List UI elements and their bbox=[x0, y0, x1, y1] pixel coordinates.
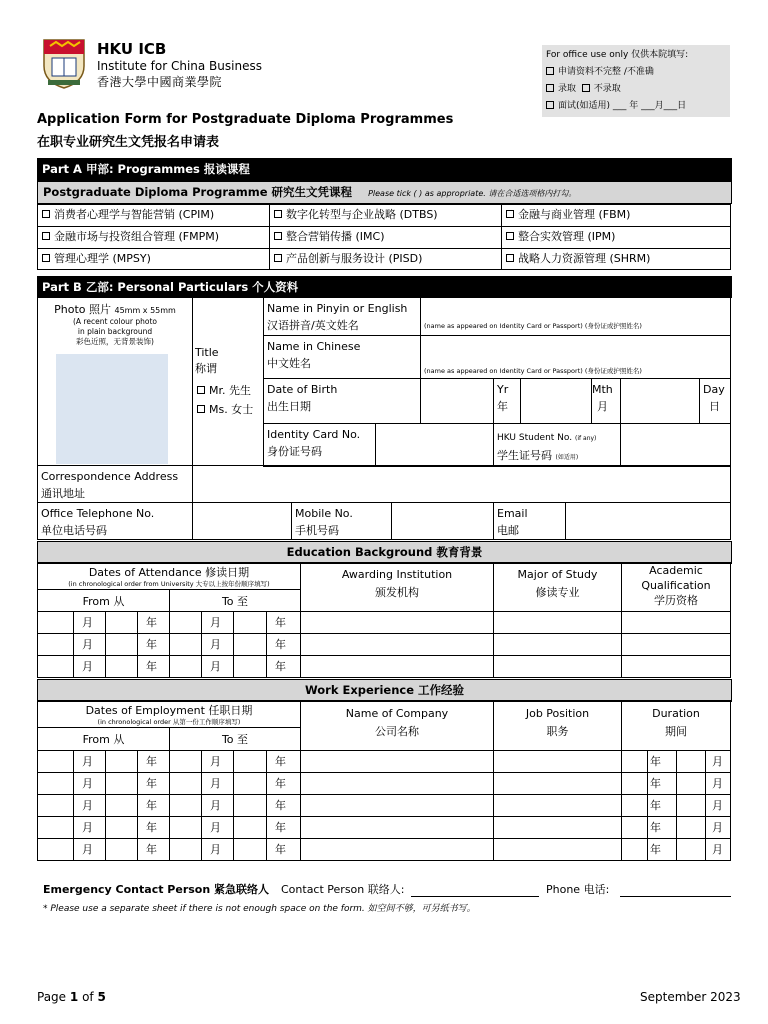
hku-crest-logo bbox=[40, 36, 88, 90]
dob-month-field[interactable] bbox=[520, 378, 592, 424]
dob-day-field[interactable] bbox=[620, 378, 700, 424]
edu-row-3-cell-3[interactable] bbox=[105, 655, 138, 678]
edu-row-3-cell-7[interactable] bbox=[233, 655, 267, 678]
programme-option-shrm[interactable]: 战略人力资源管理 (SHRM) bbox=[501, 248, 731, 270]
title-label: Title bbox=[195, 346, 219, 359]
dob-label-cell bbox=[263, 378, 421, 424]
edu-dates-label: Dates of Attendance 修读日期 bbox=[88, 566, 250, 579]
dob-yr-cell bbox=[493, 378, 521, 424]
work-row-5-cell-8: 年 bbox=[266, 838, 301, 861]
work-row-3-cell-7[interactable] bbox=[233, 794, 267, 817]
name-en-note: (name as appeared on Identity Card or Passport) (身份证或护照姓名) bbox=[424, 322, 642, 330]
form-title-zh: 在职专业研究生文凭报名申请表 bbox=[37, 135, 220, 150]
office-use-box bbox=[542, 45, 730, 117]
org-english-name: Institute for China Business bbox=[97, 59, 262, 73]
work-row-3-cell-14: 月 bbox=[705, 794, 731, 817]
hku-id-label-zh: 学生证号码 (如适用) bbox=[497, 449, 579, 462]
work-duration-label-zh: 期间 bbox=[665, 724, 687, 738]
work-row-3-cell-3[interactable] bbox=[105, 794, 138, 817]
address-field[interactable] bbox=[192, 465, 731, 503]
edu-row-2-cell-5[interactable] bbox=[169, 633, 202, 656]
work-dates-note: (in chronological order 从第一份工作顺序填写) bbox=[97, 718, 241, 726]
work-row-2-cell-14: 月 bbox=[705, 772, 731, 795]
mth-label: Mth bbox=[592, 383, 613, 396]
work-row-2-cell-10[interactable] bbox=[493, 772, 622, 795]
edu-qual-label-zh: 学历资格 bbox=[654, 593, 698, 607]
work-row-2-cell-8: 年 bbox=[266, 772, 301, 795]
work-row-4-cell-8: 年 bbox=[266, 816, 301, 839]
work-row-3-cell-10[interactable] bbox=[493, 794, 622, 817]
edu-to-header: To 至 bbox=[169, 589, 301, 612]
work-row-5-cell-2: 月 bbox=[73, 838, 106, 861]
work-position-header bbox=[493, 700, 622, 751]
work-row-5-cell-9[interactable] bbox=[300, 838, 494, 861]
work-row-1-cell-7[interactable] bbox=[233, 750, 267, 773]
work-row-5-cell-5[interactable] bbox=[169, 838, 202, 861]
work-row-4-cell-7[interactable] bbox=[233, 816, 267, 839]
edu-row-2-cell-10[interactable] bbox=[493, 633, 622, 656]
work-row-3-cell-11[interactable] bbox=[621, 794, 648, 817]
work-to-header: To 至 bbox=[169, 727, 301, 751]
edu-row-3-cell-9[interactable] bbox=[300, 655, 494, 678]
edu-qual-header bbox=[621, 562, 731, 612]
title-cell bbox=[192, 297, 264, 466]
work-row-5-cell-11[interactable] bbox=[621, 838, 648, 861]
emergency-label: Emergency Contact Person 紧急联络人 bbox=[43, 883, 270, 896]
work-row-3-cell-2: 月 bbox=[73, 794, 106, 817]
edu-inst-header bbox=[300, 562, 494, 612]
work-row-5-cell-3[interactable] bbox=[105, 838, 138, 861]
address-label: Correspondence Address bbox=[41, 470, 179, 483]
work-row-2-cell-6: 月 bbox=[201, 772, 234, 795]
work-dates-label: Dates of Employment 任职日期 bbox=[85, 704, 253, 717]
footer-date: September 2023 bbox=[640, 990, 741, 1004]
work-row-5-cell-7[interactable] bbox=[233, 838, 267, 861]
work-row-1-cell-6: 月 bbox=[201, 750, 234, 773]
programme-option-pisd[interactable]: 产品创新与服务设计 (PISD) bbox=[269, 248, 502, 270]
name-en-label-zh: 汉语拼音/英文姓名 bbox=[267, 319, 359, 332]
programme-option-fmpm[interactable]: 金融市场与投资组合管理 (FMPM) bbox=[37, 226, 270, 249]
work-duration-label: Duration bbox=[652, 707, 700, 720]
edu-row-2-cell-8: 年 bbox=[266, 633, 301, 656]
education-heading: Education Background 教育背景 bbox=[37, 541, 732, 564]
work-row-4-cell-3[interactable] bbox=[105, 816, 138, 839]
reject-checkbox[interactable] bbox=[582, 84, 590, 92]
dob-label-zh: 出生日期 bbox=[267, 400, 311, 413]
org-short-name: HKU ICB bbox=[97, 40, 167, 58]
edu-row-1-cell-6: 月 bbox=[201, 611, 234, 634]
form-title: Application Form for Postgraduate Diploma Programmes bbox=[37, 112, 454, 127]
programme-type-label: Postgraduate Diploma Programme 研究生文凭课程 bbox=[43, 185, 353, 199]
edu-row-2-cell-3[interactable] bbox=[105, 633, 138, 656]
photo-placeholder[interactable] bbox=[56, 354, 168, 464]
work-company-header bbox=[300, 700, 494, 751]
work-row-2-cell-3[interactable] bbox=[105, 772, 138, 795]
work-row-1-cell-9[interactable] bbox=[300, 750, 494, 773]
work-row-3-cell-12: 年 bbox=[647, 794, 677, 817]
work-row-4-cell-11[interactable] bbox=[621, 816, 648, 839]
edu-row-1-cell-4: 年 bbox=[137, 611, 170, 634]
admit-label: 录取 bbox=[558, 84, 577, 94]
address-label-cell bbox=[37, 465, 193, 503]
edu-row-3-cell-10[interactable] bbox=[493, 655, 622, 678]
work-row-2-cell-11[interactable] bbox=[621, 772, 648, 795]
work-row-3-cell-1[interactable] bbox=[37, 794, 74, 817]
work-row-4-cell-5[interactable] bbox=[169, 816, 202, 839]
edu-dates-header bbox=[37, 562, 301, 590]
org-chinese-name: 香港大學中國商業學院 bbox=[97, 75, 223, 89]
title-label-zh: 称谓 bbox=[195, 362, 217, 375]
interview-label: 面试(如适用) ___ 年 ___月___日 bbox=[558, 101, 687, 111]
work-row-2-cell-13[interactable] bbox=[676, 772, 706, 795]
work-row-4-cell-2: 月 bbox=[73, 816, 106, 839]
space-note: * Please use a separate sheet if there is not enough space on the form. 如空间不够，可另纸书写。 bbox=[43, 904, 476, 914]
photo-label: Photo 照片 45mm x 55mm bbox=[54, 303, 176, 316]
page-number: Page 1 of 5 bbox=[37, 990, 106, 1004]
work-row-2-cell-12: 年 bbox=[647, 772, 677, 795]
edu-row-2-cell-2: 月 bbox=[73, 633, 106, 656]
edu-row-2-cell-7[interactable] bbox=[233, 633, 267, 656]
office-tel-label-cell bbox=[37, 502, 193, 540]
programme-option-ipm[interactable]: 整合实效管理 (IPM) bbox=[501, 226, 731, 249]
work-row-5-cell-10[interactable] bbox=[493, 838, 622, 861]
mobile-label: Mobile No. bbox=[295, 507, 353, 520]
work-row-2-cell-5[interactable] bbox=[169, 772, 202, 795]
edu-row-3-cell-1[interactable] bbox=[37, 655, 74, 678]
edu-inst-label: Awarding Institution bbox=[341, 568, 453, 581]
hku-id-label-cell bbox=[493, 423, 621, 467]
emergency-contact-label: Contact Person 联络人: bbox=[281, 883, 405, 896]
name-cn-label: Name in Chinese bbox=[267, 340, 361, 353]
edu-row-3-cell-11[interactable] bbox=[621, 655, 731, 678]
work-row-1-cell-5[interactable] bbox=[169, 750, 202, 773]
work-row-4-cell-14: 月 bbox=[705, 816, 731, 839]
edu-row-1-cell-5[interactable] bbox=[169, 611, 202, 634]
hku-id-label: HKU Student No. (if any) bbox=[497, 433, 597, 443]
edu-qual-label: Academic Qualification bbox=[641, 564, 711, 592]
work-row-1-cell-4: 年 bbox=[137, 750, 170, 773]
emergency-phone-label: Phone 电话: bbox=[546, 883, 610, 896]
work-row-5-cell-6: 月 bbox=[201, 838, 234, 861]
emergency-contact-field[interactable] bbox=[411, 880, 539, 897]
programme-option-dtbs[interactable]: 数字化转型与企业战略 (DTBS) bbox=[269, 204, 502, 227]
name-cn-label-zh: 中文姓名 bbox=[267, 357, 311, 370]
mobile-field[interactable] bbox=[391, 502, 494, 540]
work-from-header: From 从 bbox=[37, 727, 170, 751]
edu-row-2-cell-1[interactable] bbox=[37, 633, 74, 656]
work-company-label-zh: 公司名称 bbox=[375, 724, 419, 738]
edu-dates-note: (in chronological order from University 大专以上按年份顺序填写) bbox=[68, 580, 270, 588]
address-label-zh: 通讯地址 bbox=[41, 487, 85, 500]
part-a-heading: Part A 甲部: Programmes 报读课程 bbox=[37, 158, 732, 181]
hku-id-field[interactable] bbox=[620, 423, 731, 467]
work-row-5-cell-14: 月 bbox=[705, 838, 731, 861]
work-row-3-cell-9[interactable] bbox=[300, 794, 494, 817]
work-row-3-cell-13[interactable] bbox=[676, 794, 706, 817]
edu-row-1-cell-2: 月 bbox=[73, 611, 106, 634]
dob-mth-cell bbox=[591, 378, 621, 424]
edu-row-3-cell-8: 年 bbox=[266, 655, 301, 678]
work-row-2-cell-4: 年 bbox=[137, 772, 170, 795]
work-row-4-cell-1[interactable] bbox=[37, 816, 74, 839]
work-row-1-cell-8: 年 bbox=[266, 750, 301, 773]
work-row-5-cell-4: 年 bbox=[137, 838, 170, 861]
work-row-3-cell-6: 月 bbox=[201, 794, 234, 817]
id-number-field[interactable] bbox=[375, 423, 494, 467]
work-row-1-cell-2: 月 bbox=[73, 750, 106, 773]
day-label: Day bbox=[703, 383, 725, 396]
photo-note-3: 彩色近照，无背景装饰) bbox=[76, 336, 154, 346]
name-en-label: Name in Pinyin or English bbox=[267, 302, 408, 315]
photo-note-1: (A recent colour photo bbox=[72, 317, 158, 326]
yr-label: Yr bbox=[497, 383, 509, 396]
edu-row-2-cell-11[interactable] bbox=[621, 633, 731, 656]
edu-row-1-cell-8: 年 bbox=[266, 611, 301, 634]
day-label-zh: 日 bbox=[709, 400, 720, 413]
edu-row-2-cell-9[interactable] bbox=[300, 633, 494, 656]
edu-row-1-cell-7[interactable] bbox=[233, 611, 267, 634]
dob-day-cell bbox=[699, 378, 731, 424]
work-row-4-cell-9[interactable] bbox=[300, 816, 494, 839]
emergency-phone-field[interactable] bbox=[620, 880, 731, 897]
mr-checkbox bbox=[197, 386, 205, 394]
dob-year-field[interactable] bbox=[420, 378, 494, 424]
incomplete-label: 申请资料不完整 /不准确 bbox=[558, 67, 654, 77]
name-cn-field[interactable] bbox=[420, 335, 731, 379]
programme-grid bbox=[37, 204, 732, 270]
name-cn-label-cell bbox=[263, 335, 421, 379]
edu-row-1-cell-9[interactable] bbox=[300, 611, 494, 634]
incomplete-checkbox[interactable] bbox=[546, 67, 554, 75]
work-position-label-zh: 职务 bbox=[546, 724, 569, 738]
email-field[interactable] bbox=[565, 502, 731, 540]
mobile-label-zh: 手机号码 bbox=[295, 524, 339, 537]
mobile-label-cell bbox=[291, 502, 392, 540]
office-tel-label: Office Telephone No. bbox=[41, 507, 155, 520]
mth-label-zh: 月 bbox=[597, 400, 608, 413]
photo-cell bbox=[37, 297, 193, 466]
edu-row-3-cell-5[interactable] bbox=[169, 655, 202, 678]
yr-label-zh: 年 bbox=[497, 400, 508, 413]
work-row-1-cell-3[interactable] bbox=[105, 750, 138, 773]
work-row-3-cell-8: 年 bbox=[266, 794, 301, 817]
work-row-1-cell-14: 月 bbox=[705, 750, 731, 773]
work-row-5-cell-12: 年 bbox=[647, 838, 677, 861]
work-row-4-cell-10[interactable] bbox=[493, 816, 622, 839]
mr-option[interactable]: Mr. 先生 bbox=[197, 384, 251, 399]
work-row-1-cell-1[interactable] bbox=[37, 750, 74, 773]
id-label: Identity Card No. bbox=[267, 428, 361, 441]
work-row-4-cell-12: 年 bbox=[647, 816, 677, 839]
edu-major-label-zh: 修读专业 bbox=[535, 585, 580, 599]
edu-major-label: Major of Study bbox=[517, 568, 598, 581]
work-row-2-cell-1[interactable] bbox=[37, 772, 74, 795]
edu-row-3-cell-6: 月 bbox=[201, 655, 234, 678]
edu-row-1-cell-1[interactable] bbox=[37, 611, 74, 634]
part-b-heading: Part B 乙部: Personal Particulars 个人资料 bbox=[37, 276, 732, 298]
work-row-5-cell-1[interactable] bbox=[37, 838, 74, 861]
edu-row-2-cell-4: 年 bbox=[137, 633, 170, 656]
edu-from-header: From 从 bbox=[37, 589, 170, 612]
reject-label: 不录取 bbox=[593, 84, 621, 94]
edu-inst-label-zh: 颁发机构 bbox=[375, 585, 419, 599]
work-row-2-cell-7[interactable] bbox=[233, 772, 267, 795]
work-row-4-cell-6: 月 bbox=[201, 816, 234, 839]
work-row-1-cell-13[interactable] bbox=[676, 750, 706, 773]
edu-row-1-cell-11[interactable] bbox=[621, 611, 731, 634]
programme-option-imc[interactable]: 整合营销传播 (IMC) bbox=[269, 226, 502, 249]
work-row-5-cell-13[interactable] bbox=[676, 838, 706, 861]
office-tel-label-zh: 单位电话号码 bbox=[41, 524, 107, 537]
work-heading: Work Experience 工作经验 bbox=[37, 679, 732, 702]
interview-checkbox[interactable] bbox=[546, 101, 554, 109]
email-label-cell bbox=[493, 502, 566, 540]
work-row-2-cell-2: 月 bbox=[73, 772, 106, 795]
part-a-subheading bbox=[37, 181, 732, 204]
admit-checkbox[interactable] bbox=[546, 84, 554, 92]
dob-label: Date of Birth bbox=[267, 383, 338, 396]
work-dates-header bbox=[37, 700, 301, 728]
email-label-zh: 电邮 bbox=[497, 524, 519, 537]
edu-row-3-cell-2: 月 bbox=[73, 655, 106, 678]
ms-option[interactable]: Ms. 女士 bbox=[197, 403, 253, 418]
work-row-4-cell-4: 年 bbox=[137, 816, 170, 839]
work-row-4-cell-13[interactable] bbox=[676, 816, 706, 839]
work-duration-header bbox=[621, 700, 731, 751]
work-row-3-cell-4: 年 bbox=[137, 794, 170, 817]
edu-major-header bbox=[493, 562, 622, 612]
programme-option-mpsy[interactable]: 管理心理学 (MPSY) bbox=[37, 248, 270, 270]
work-row-2-cell-9[interactable] bbox=[300, 772, 494, 795]
work-company-label: Name of Company bbox=[345, 707, 449, 720]
id-label-zh: 身份证号码 bbox=[267, 445, 322, 458]
edu-row-3-cell-4: 年 bbox=[137, 655, 170, 678]
ms-checkbox bbox=[197, 405, 205, 413]
work-row-1-cell-11[interactable] bbox=[621, 750, 648, 773]
edu-row-2-cell-6: 月 bbox=[201, 633, 234, 656]
name-en-field[interactable] bbox=[420, 297, 731, 336]
office-use-title: For office use only 仅供本院填写: bbox=[546, 50, 689, 60]
photo-note-2: in plain background bbox=[77, 326, 153, 336]
work-position-label: Job Position bbox=[525, 707, 590, 720]
edu-row-1-cell-10[interactable] bbox=[493, 611, 622, 634]
office-tel-field[interactable] bbox=[192, 502, 292, 540]
work-row-1-cell-12: 年 bbox=[647, 750, 677, 773]
edu-row-1-cell-3[interactable] bbox=[105, 611, 138, 634]
work-row-3-cell-5[interactable] bbox=[169, 794, 202, 817]
name-cn-note: (name as appeared on Identity Card or Passport) (身份证或护照姓名) bbox=[424, 367, 642, 375]
work-row-1-cell-10[interactable] bbox=[493, 750, 622, 773]
name-en-label-cell bbox=[263, 297, 421, 336]
email-label: Email bbox=[497, 507, 528, 520]
programme-option-fbm[interactable]: 金融与商业管理 (FBM) bbox=[501, 204, 731, 227]
tick-note: Please tick ( ) as appropriate. 请在合适选项格内打勾。 bbox=[368, 189, 577, 198]
id-label-cell bbox=[263, 423, 376, 467]
programme-option-cpim[interactable]: 消费者心理学与智能营销 (CPIM) bbox=[37, 204, 270, 227]
